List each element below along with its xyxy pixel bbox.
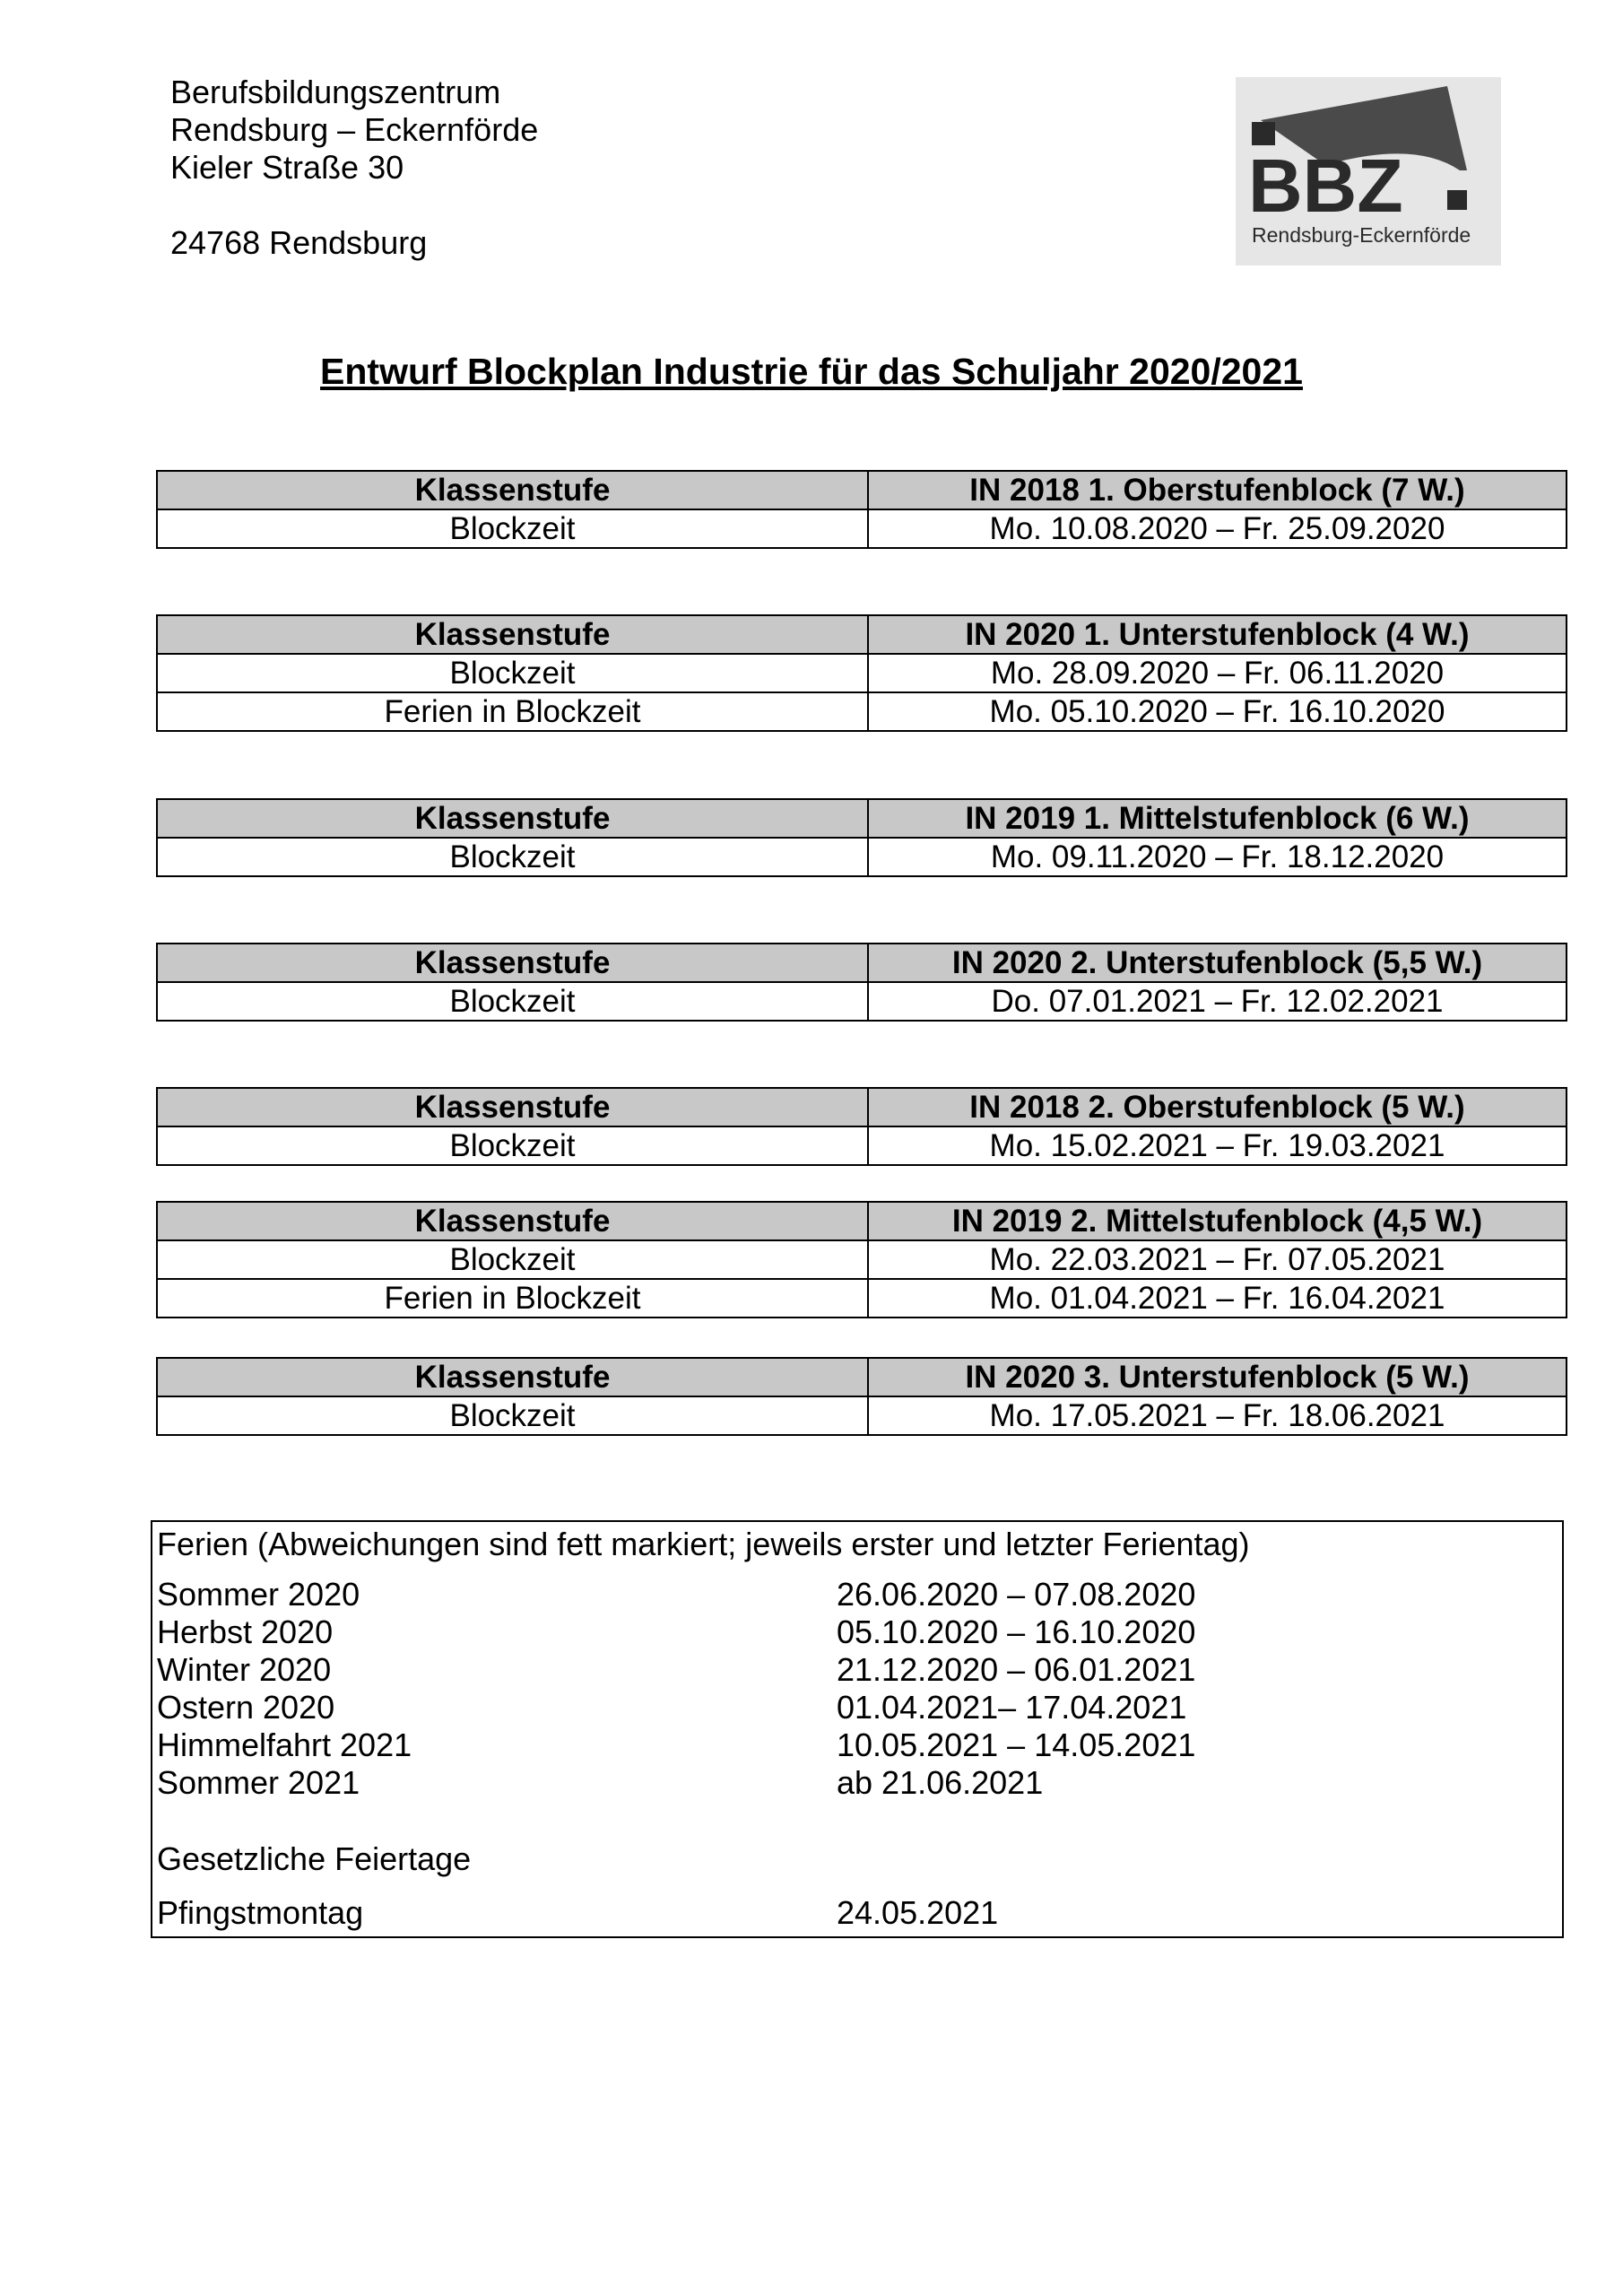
public-holidays-heading-text: Gesetzliche Feiertage [157, 1840, 472, 1877]
class-level-header: Klassenstufe [157, 1088, 868, 1126]
row-dates: Mo. 28.09.2020 – Fr. 06.11.2020 [868, 654, 1567, 692]
block-table [156, 1357, 1567, 1436]
block-table [156, 1087, 1567, 1166]
block-name: IN 2018 1. Oberstufenblock (7 W.) [868, 471, 1567, 509]
holiday-row [157, 1689, 1556, 1726]
row-dates: Mo. 22.03.2021 – Fr. 07.05.2021 [868, 1240, 1567, 1279]
logo-text: BBZ [1248, 144, 1403, 228]
address-line-1: Berufsbildungszentrum [170, 74, 501, 110]
row-label: Blockzeit [157, 1396, 868, 1435]
row-label: Blockzeit [157, 1126, 868, 1165]
row-label: Ferien in Blockzeit [157, 1279, 868, 1318]
class-level-header: Klassenstufe [157, 1202, 868, 1240]
row-dates: Mo. 17.05.2021 – Fr. 18.06.2021 [868, 1396, 1567, 1435]
row-dates: Mo. 01.04.2021 – Fr. 16.04.2021 [868, 1279, 1567, 1318]
class-level-header: Klassenstufe [157, 944, 868, 982]
bbz-logo-graphic [1236, 77, 1501, 265]
block-header-row [157, 944, 1567, 982]
block-name: IN 2019 1. Mittelstufenblock (6 W.) [868, 799, 1567, 838]
class-level-header: Klassenstufe [157, 799, 868, 838]
block-row [157, 1126, 1567, 1165]
holiday-label: Winter 2020 [157, 1651, 332, 1688]
holiday-row [157, 1726, 1556, 1764]
public-holiday-date: 24.05.2021 [837, 1894, 999, 1931]
block-table [156, 798, 1567, 877]
address-line-2: Rendsburg – Eckernförde [170, 111, 539, 148]
row-dates: Do. 07.01.2021 – Fr. 12.02.2021 [868, 982, 1567, 1021]
row-label: Blockzeit [157, 982, 868, 1021]
block-header-row [157, 471, 1567, 509]
block-name: IN 2019 2. Mittelstufenblock (4,5 W.) [868, 1202, 1567, 1240]
school-address [170, 74, 538, 262]
block-name: IN 2020 2. Unterstufenblock (5,5 W.) [868, 944, 1567, 982]
block-table [156, 614, 1567, 732]
holiday-label: Sommer 2020 [157, 1576, 360, 1613]
holiday-label: Herbst 2020 [157, 1613, 334, 1650]
block-row [157, 654, 1567, 692]
block-header-row [157, 615, 1567, 654]
bbz-logo [1236, 77, 1501, 265]
row-dates: Mo. 09.11.2020 – Fr. 18.12.2020 [868, 838, 1567, 876]
block-row [157, 1240, 1567, 1279]
row-label: Blockzeit [157, 1240, 868, 1279]
block-row [157, 1396, 1567, 1435]
holiday-dates: 05.10.2020 – 16.10.2020 [837, 1613, 1196, 1650]
row-label: Ferien in Blockzeit [157, 692, 868, 731]
class-level-header: Klassenstufe [157, 1358, 868, 1396]
public-holiday-row [157, 1894, 1556, 1932]
row-label: Blockzeit [157, 654, 868, 692]
document-title: Entwurf Blockplan Industrie für das Schuljahr 2020/2021 [320, 351, 1303, 392]
holiday-dates: 26.06.2020 – 07.08.2020 [837, 1576, 1196, 1613]
public-holidays-heading [157, 1840, 1556, 1878]
row-label: Blockzeit [157, 838, 868, 876]
address-line-4: 24768 Rendsburg [170, 224, 428, 261]
block-table [156, 943, 1567, 1022]
holiday-label: Sommer 2021 [157, 1764, 360, 1801]
block-header-row [157, 1358, 1567, 1396]
row-dates: Mo. 05.10.2020 – Fr. 16.10.2020 [868, 692, 1567, 731]
block-header-row [157, 1088, 1567, 1126]
holiday-dates: 21.12.2020 – 06.01.2021 [837, 1651, 1196, 1688]
block-row [157, 1279, 1567, 1318]
class-level-header: Klassenstufe [157, 471, 868, 509]
block-header-row [157, 1202, 1567, 1240]
block-name: IN 2020 1. Unterstufenblock (4 W.) [868, 615, 1567, 654]
row-dates: Mo. 10.08.2020 – Fr. 25.09.2020 [868, 509, 1567, 548]
public-holiday-label: Pfingstmontag [157, 1894, 364, 1931]
class-level-header: Klassenstufe [157, 615, 868, 654]
holidays-intro: Ferien (Abweichungen sind fett markiert; jeweils erster und letzter Ferientag) [157, 1526, 1250, 1562]
logo-subtitle: Rendsburg-Eckernförde [1252, 223, 1471, 247]
holiday-dates: ab 21.06.2021 [837, 1764, 1044, 1801]
holiday-row [157, 1764, 1556, 1802]
holiday-label: Himmelfahrt 2021 [157, 1726, 412, 1763]
block-header-row [157, 799, 1567, 838]
holiday-row [157, 1651, 1556, 1689]
holiday-dates: 01.04.2021– 17.04.2021 [837, 1689, 1187, 1726]
block-row [157, 509, 1567, 548]
holiday-dates: 10.05.2021 – 14.05.2021 [837, 1726, 1196, 1763]
holidays-box [151, 1520, 1564, 1938]
row-dates: Mo. 15.02.2021 – Fr. 19.03.2021 [868, 1126, 1567, 1165]
block-name: IN 2020 3. Unterstufenblock (5 W.) [868, 1358, 1567, 1396]
address-line-3: Kieler Straße 30 [170, 149, 404, 186]
block-row [157, 982, 1567, 1021]
block-table [156, 1201, 1567, 1318]
block-name: IN 2018 2. Oberstufenblock (5 W.) [868, 1088, 1567, 1126]
holiday-label: Ostern 2020 [157, 1689, 335, 1726]
row-label: Blockzeit [157, 509, 868, 548]
block-table [156, 470, 1567, 549]
block-row [157, 838, 1567, 876]
block-row [157, 692, 1567, 731]
holiday-row [157, 1613, 1556, 1651]
holiday-row [157, 1576, 1556, 1613]
